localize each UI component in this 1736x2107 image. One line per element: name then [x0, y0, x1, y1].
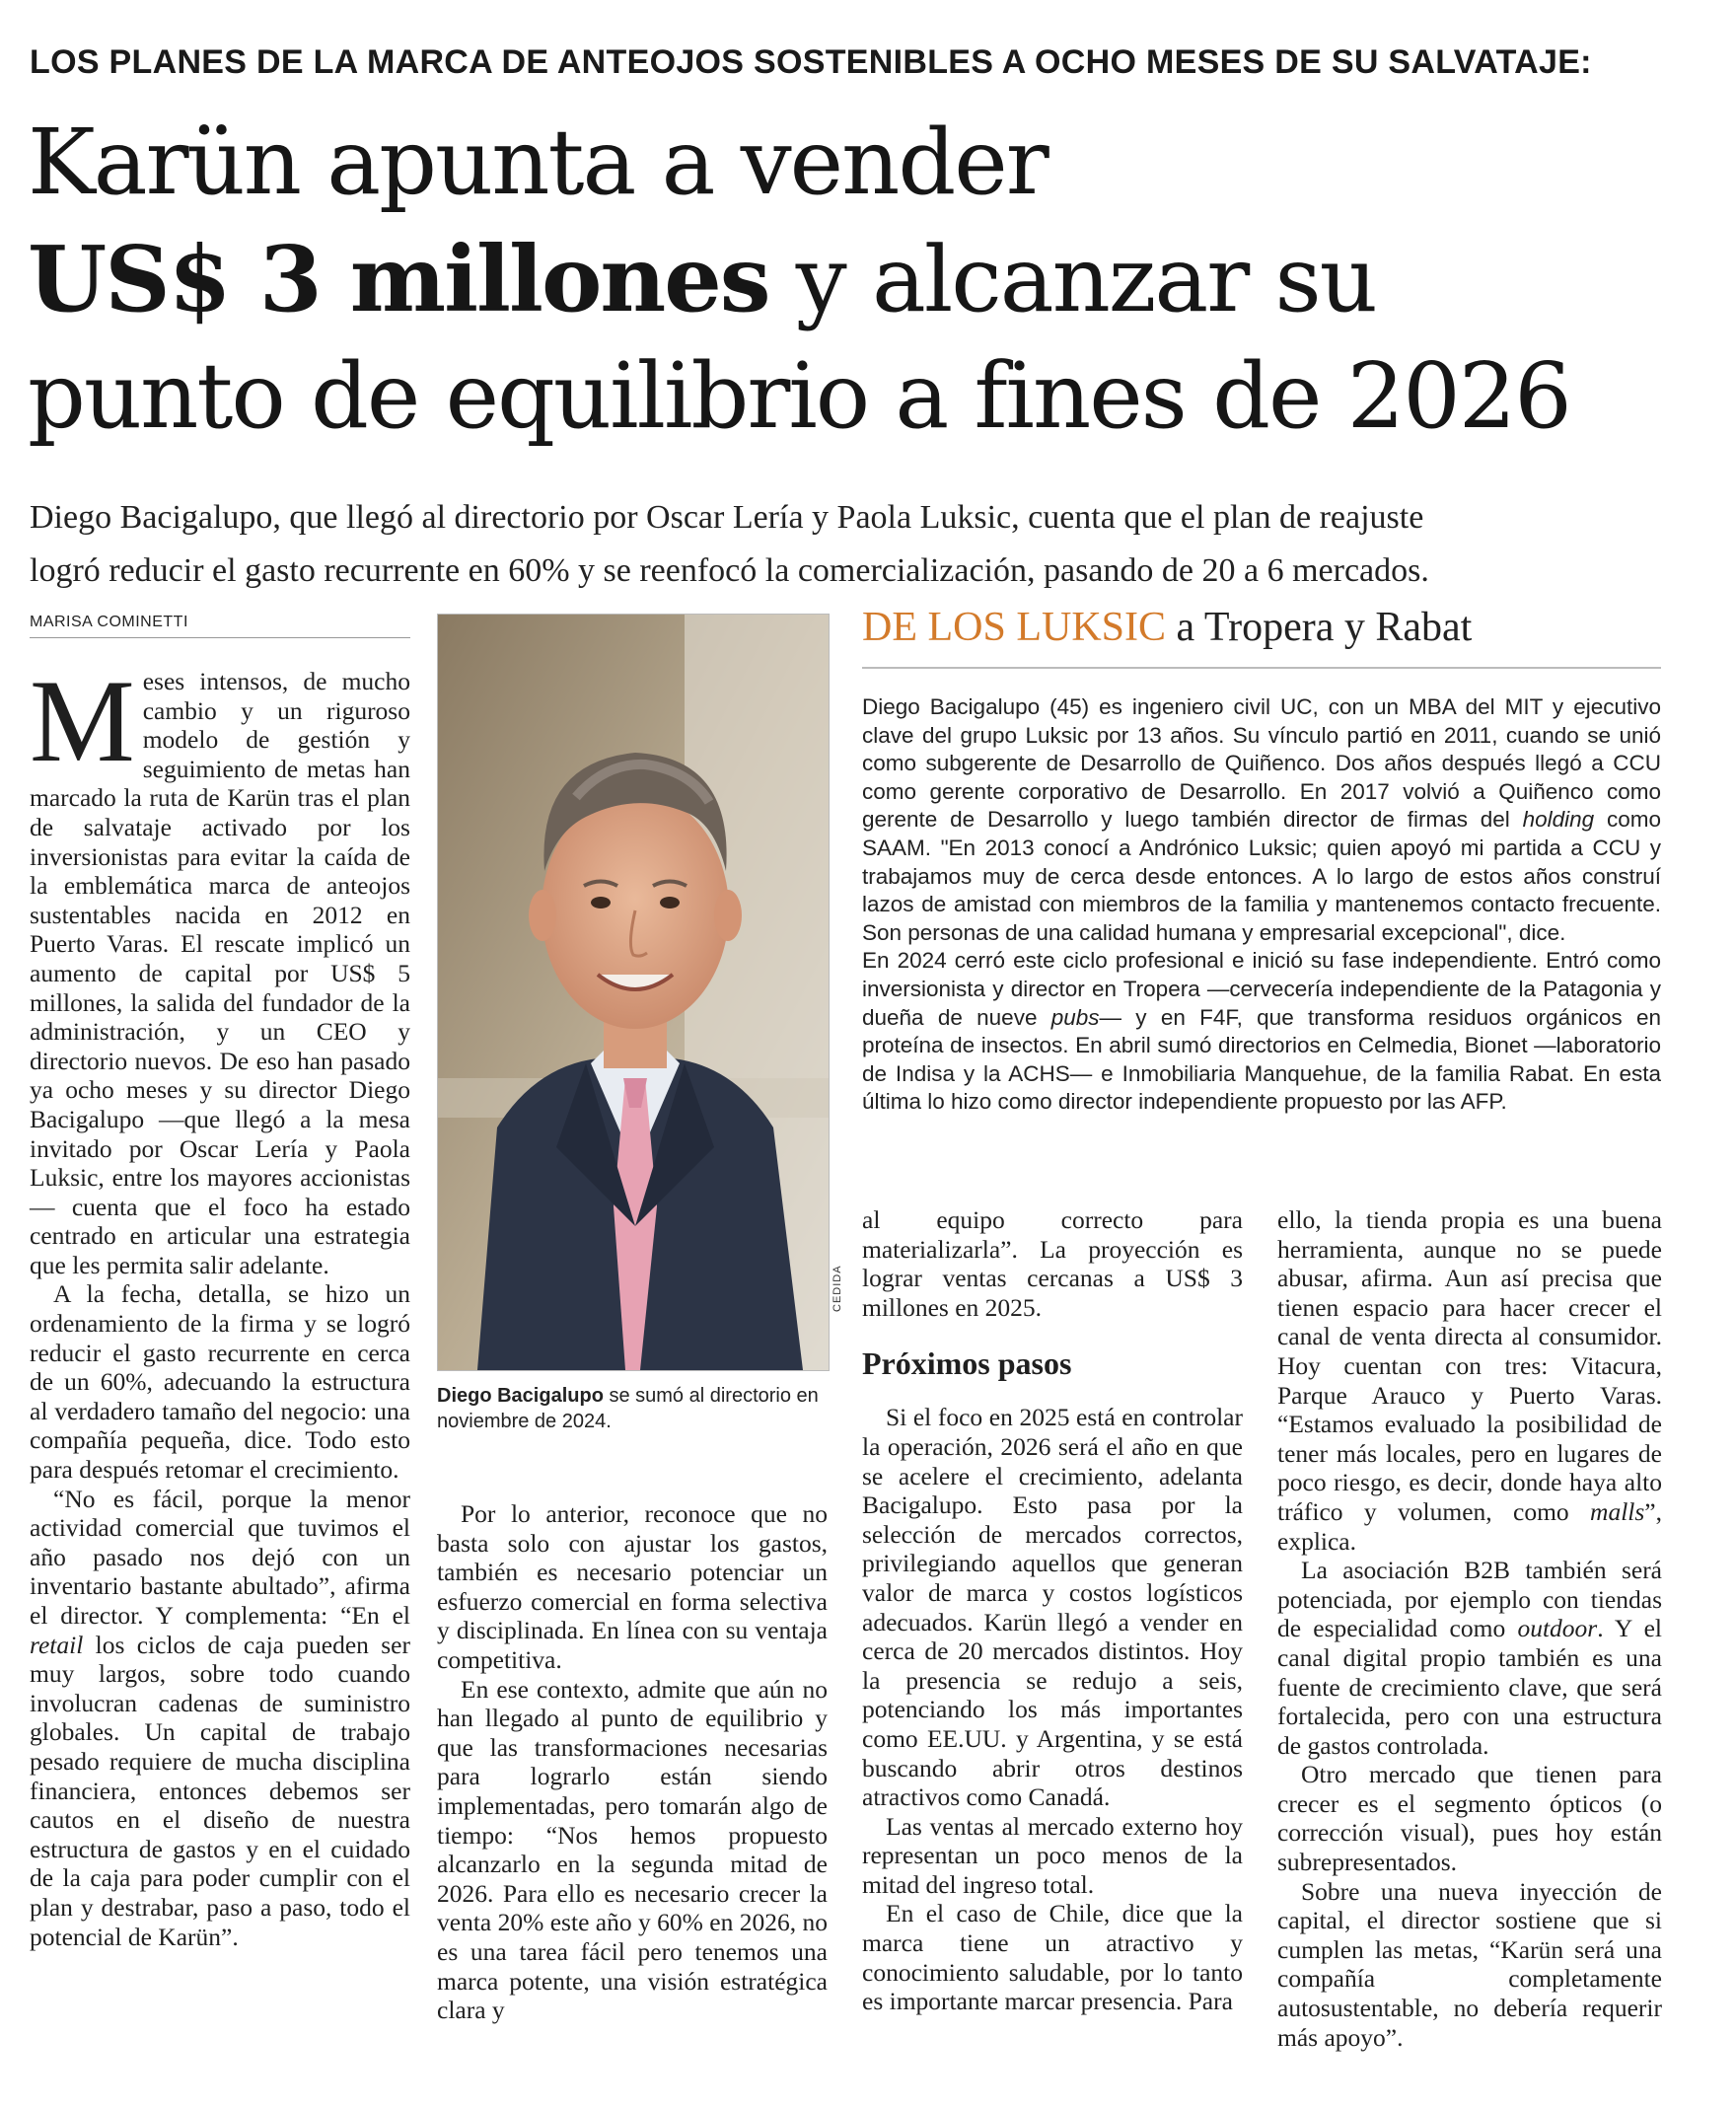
- column-3-paragraph-4: En el caso de Chile, dice que la marca tiene un atractivo y conocimiento saludable, por lo tanto es importante marcar presencia. Para: [862, 1899, 1243, 2016]
- column-1-text-1: eses intensos, de mucho cambio y un riguroso modelo de gestión y seguimiento de metas han marcado la ruta de Karün tras el plan de salvataje activado por los inversionistas para evitar la caída de la emblemática marca de anteojos sustentables nacida en 2012 en Puerto Varas. El rescate implicó un aumento de capital por US$ 5 millones, la salida del fundador de la administración, y un CEO y directorio nuevos. De eso han pasado ya ocho meses y su director Diego Bacigalupo —que llegó a la mesa invitado por Oscar Lería y Paola Luksic, entre los mayores accionistas— cuenta que el foco ha estado centrado en articular una estrategia que les permita salir adelante.: [30, 667, 410, 1279]
- sidebar-text-1b: como SAAM. "En 2013 conocí a Andrónico Luksic; quien apoyó mi partida a CCU y trabajamos muy de cerca desde entonces. A lo largo de estos años construí lazos de amistad con miembros de la familia y mantenemos contacto frecuente. Son personas de una calidad humana y empresarial excepcional", dice.: [862, 807, 1661, 945]
- headline-amount: US$ 3 millones: [28, 226, 769, 332]
- column-1-paragraph-3: [30, 1485, 410, 1952]
- kicker: LOS PLANES DE LA MARCA DE ANTEOJOS SOSTENIBLES A OCHO MESES DE SU SALVATAJE:: [30, 43, 1592, 81]
- column-4-italic-malls: malls: [1590, 1496, 1645, 1526]
- portrait-photo: [437, 614, 830, 1371]
- column-4-italic-outdoor: outdoor: [1517, 1614, 1598, 1643]
- column-1-italic-retail: retail: [30, 1630, 84, 1659]
- column-4-text-2a: La asociación B2B también será potenciada, por ejemplo con tiendas de especialidad como: [1277, 1556, 1662, 1643]
- drop-cap: M: [30, 655, 135, 786]
- sidebar-text-2a: En 2024 cerró este ciclo profesional e inició su fase independiente. Entró como inversionista y director en Tropera —cervecería independiente de la Patagonia y dueña de nueve: [862, 948, 1661, 1030]
- headline-line-1: Karün apunta a vender: [28, 109, 1048, 215]
- photo-credit: CEDIDA: [832, 1265, 843, 1312]
- headline: [28, 105, 1704, 455]
- sidebar-text-2b: — y en F4F, que transforma residuos orgánicos en proteína de insectos. En abril sumó directorios en Celmedia, Bionet —laboratorio de Indisa y la ACHS— e Inmobiliaria Manquehue, de la familia Rabat. En esta última lo hizo como director independiente propuesto por las AFP.: [862, 1004, 1661, 1115]
- column-2-paragraph-1: Por lo anterior, reconoce que no basta solo con ajustar los gastos, también es necesario potenciar un esfuerzo comercial en forma selectiva y disciplinada. En línea con su ventaja competitiva.: [437, 1499, 828, 1674]
- portrait-illustration: [438, 615, 829, 1370]
- column-4-paragraph-2: [1277, 1556, 1662, 1760]
- subhead-proximos-pasos: Próximos pasos: [862, 1345, 1072, 1382]
- sidebar-text-1a: Diego Bacigalupo (45) es ingeniero civil UC, con un MBA del MIT y ejecutivo clave del grupo Luksic por 13 años. Su vínculo partió en 2011, cuando se unió como subgerente de Desarrollo de Quiñenco. Dos años después llegó a CCU como gerente corporativo de Desarrollo. En 2017 volvió a Quiñenco como gerente de Desarrollo y luego también director de firmas del: [862, 694, 1661, 833]
- column-1-paragraph-1: [30, 655, 410, 1279]
- column-1: [30, 655, 410, 1951]
- sidebar-paragraph-1: [862, 693, 1661, 947]
- sidebar-title-accent: DE LOS LUKSIC: [862, 605, 1167, 650]
- sidebar-text: [862, 693, 1661, 1117]
- column-3: [862, 1205, 1243, 2016]
- caption-text: se sumó al directorio en noviembre de 2024.: [437, 1385, 819, 1432]
- sidebar-divider: [862, 667, 1661, 669]
- deck-line-1: Diego Bacigalupo, que llegó al directorio por Oscar Lería y Paola Luksic, cuenta que el plan de reajuste: [30, 499, 1424, 536]
- byline: MARISA COMINETTI: [30, 614, 188, 630]
- column-3-paragraph-2: Si el foco en 2025 está en controlar la operación, 2026 será el año en que se acelere el crecimiento, adelanta Bacigalupo. Esto pasa por la selección de mercados correctos, privilegiando aquellos que generan valor de marca y costos logísticos adecuados. Karün llegó a vender en cerca de 20 mercados distintos. Hoy la presencia se redujo a seis, potenciando los más importantes como EE.UU. y Argentina, y se está buscando abrir otros destinos atractivos como Canadá.: [862, 1403, 1243, 1812]
- column-2-paragraph-2: En ese contexto, admite que aún no han llegado al punto de equilibrio y que las transformaciones necesarias para lograrlo están siendo implementadas, pero tomarán algo de tiempo: “Nos hemos propuesto alcanzarlo en la segunda mitad de 2026. Para ello es necesario crecer la venta 20% este año y 60% en 2026, no es una tarea fácil pero tenemos una marca potente, una visión estratégica clara y: [437, 1674, 828, 2025]
- column-4-paragraph-4: Sobre una nueva inyección de capital, el director sostiene que si cumplen las metas, “Karün será una compañía completamente autosustentable, no debería requerir más apoyo”.: [1277, 1876, 1662, 2052]
- column-4-paragraph-1: [1277, 1205, 1662, 1556]
- column-1-text-3b: los ciclos de caja pueden ser muy largos, sobre todo cuando involucran cadenas de suministro globales. Un capital de trabajo pesado requiere de mucha disciplina financiera, entonces debemos ser cautos en el diseño de nuestra estructura de gastos y en el cuidado de la caja para poder cumplir con el plan y destrabar, paso a paso, todo el potencial de Karün”.: [30, 1630, 410, 1951]
- sidebar-italic-holding: holding: [1522, 807, 1595, 833]
- deck: [30, 491, 1706, 598]
- column-2: [437, 1499, 828, 2025]
- headline-line-2: [28, 221, 1704, 338]
- sidebar-paragraph-2: [862, 947, 1661, 1117]
- column-4: [1277, 1205, 1662, 2052]
- column-1-paragraph-2: A la fecha, detalla, se hizo un ordenamiento de la firma y se logró reducir el gasto recurrente en cerca de un 60%, adecuando la estructura al verdadero tamaño del negocio: una compañía pequeña, dice. Todo esto para después retomar el crecimiento.: [30, 1279, 410, 1485]
- sidebar-title-rest: a Tropera y Rabat: [1166, 605, 1473, 650]
- headline-line-3: punto de equilibrio a fines de 2026: [28, 343, 1570, 449]
- byline-divider: [30, 637, 410, 638]
- column-4-text-1b: ”, explica.: [1277, 1496, 1662, 1556]
- photo-caption: [437, 1383, 828, 1434]
- column-1-text-3a: “No es fácil, porque la menor actividad comercial que tuvimos el año pasado nos dejó con un inventario bastante abultado”, afirma el director. Y complementa: “En el: [30, 1484, 410, 1630]
- column-4-text-1a: ello, la tienda propia es una buena herramienta, aunque no se puede abusar, afirma. Aun así precisa que tienen espacio para hacer crecer el canal de venta directa al consumidor. Hoy cuentan con tres: Vitacura, Parque Arauco y Puerto Varas. “Estamos evaluado la posibilidad de tener más locales, pero en lugares de poco riesgo, es decir, donde haya alto tráfico y volumen, como: [1277, 1205, 1662, 1526]
- headline-line-2-rest: y alcanzar su: [768, 227, 1376, 332]
- sidebar-title: [862, 604, 1661, 651]
- column-3-paragraph-3: Las ventas al mercado externo hoy representan un poco menos de la mitad del ingreso total.: [862, 1811, 1243, 1899]
- column-3-paragraph-1: al equipo correcto para materializarla”. La proyección es lograr ventas cercanas a US$ 3 millones en 2025.: [862, 1205, 1243, 1322]
- sidebar-italic-pubs: pubs: [1050, 1004, 1100, 1030]
- column-4-paragraph-3: Otro mercado que tienen para crecer es el segmento ópticos (o corrección visual), pues hoy están subrepresentados.: [1277, 1760, 1662, 1877]
- caption-name: Diego Bacigalupo: [437, 1385, 604, 1407]
- deck-line-2: logró reducir el gasto recurrente en 60% y se reenfocó la comercialización, pasando de 20 a 6 mercados.: [30, 552, 1429, 589]
- column-4-text-2b: . Y el canal digital propio también es una fuente de crecimiento clave, que será fortalecida, pero con una estructura de gastos controlada.: [1277, 1614, 1662, 1760]
